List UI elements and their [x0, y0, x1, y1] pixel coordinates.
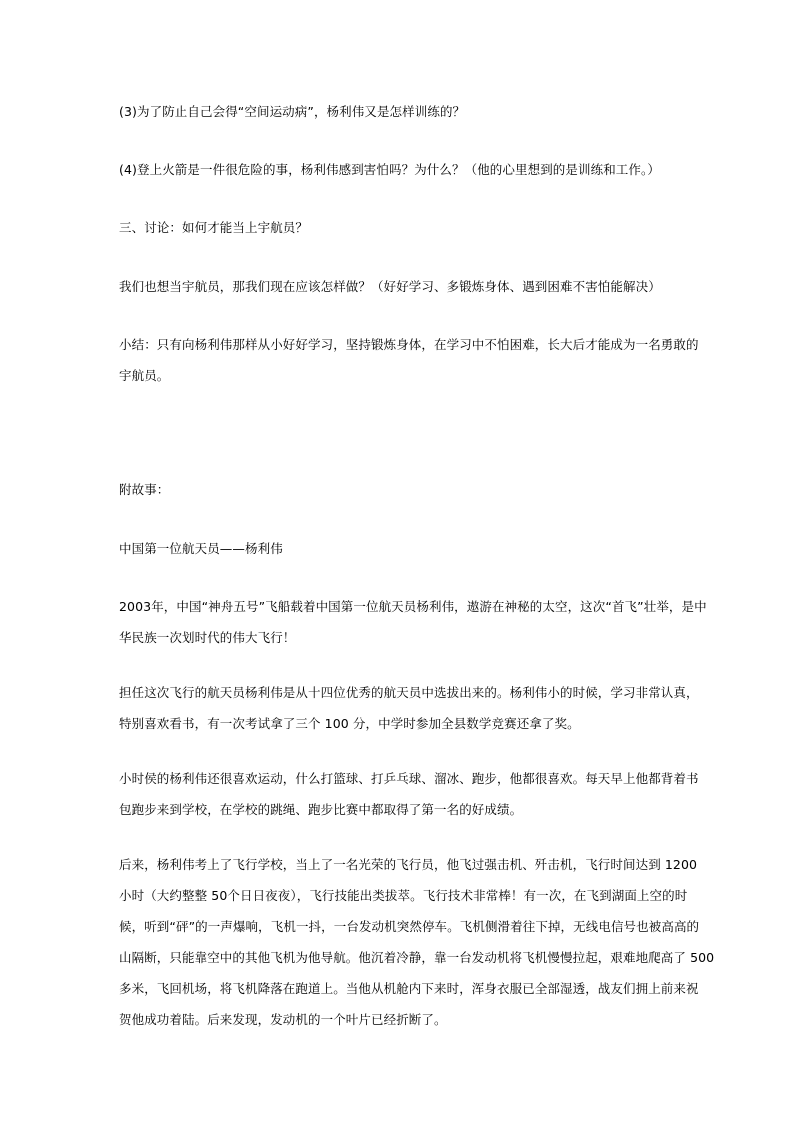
story-title-text: 中国第一位航天员——杨利伟	[119, 541, 283, 556]
story-p1-line: 华民族一次划时代的伟大飞行！	[119, 630, 296, 645]
question-3-text: (3)为了防止自己会得“空间运动病”，杨利伟又是怎样训练的？	[119, 104, 466, 119]
question-4-text: (4)登上火箭是一件很危险的事，杨利伟感到害怕吗？为什么？（他的心里想到的是训练和工作。）	[119, 162, 660, 177]
story-p3-line: 包跑步来到学校，在学校的跳绳、跑步比赛中都取得了第一名的好成绩。	[119, 802, 523, 817]
section-3-heading-text: 三、讨论：如何才能当上宇航员？	[119, 220, 309, 235]
story-p2-line: 担任这次飞行的航天员杨利伟是从十四位优秀的航天员中选拔出来的。杨利伟小的时候，学习非常认真，	[119, 685, 699, 700]
story-paragraph-4	[119, 849, 715, 1035]
appendix-label-text: 附故事：	[119, 482, 170, 497]
story-paragraph-2	[119, 677, 699, 739]
discussion-text: 我们也想当宇航员，那我们现在应该怎样做？（好好学习、多锻炼身体、遇到困难不害怕能解决）	[119, 279, 661, 294]
story-paragraph-1	[119, 591, 707, 653]
story-p4-line: 小时（大约整整 50个日日夜夜），飞行技能出类拔萃。飞行技术非常棒！有一次，在飞到湖面上空的时	[119, 888, 688, 903]
discussion-paragraph	[119, 271, 675, 302]
story-title	[119, 533, 675, 564]
story-p4-line: 山隔断，只能靠空中的其他飞机为他导航。他沉着冷静，靠一台发动机将飞机慢慢拉起，艰难地爬高了 500	[119, 950, 715, 965]
story-p4-line: 贺他成功着陆。后来发现，发动机的一个叶片已经折断了。	[119, 1012, 447, 1027]
story-p4-line: 候，听到“砰”的一声爆响，飞机一抖，一台发动机突然停车。飞机侧滑着往下掉，无线电信号也被高高的	[119, 919, 700, 934]
appendix-label	[119, 474, 675, 505]
summary-line: 小结：只有向杨利伟那样从小好好学习，坚持锻炼身体，在学习中不怕困难，长大后才能成为一名勇敢的	[119, 337, 699, 352]
story-p3-line: 小时侯的杨利伟还很喜欢运动，什么打篮球、打乒乓球、溜冰、跑步，他都很喜欢。每天早上他都背着书	[119, 771, 699, 786]
section-3-heading	[119, 212, 675, 243]
summary-line: 宇航员。	[119, 368, 170, 383]
story-p4-line: 多米，飞回机场，将飞机降落在跑道上。当他从机舱内下来时，浑身衣服已全部湿透，战友们拥上前来祝	[119, 981, 699, 996]
story-paragraph-3	[119, 763, 699, 825]
question-4	[119, 154, 675, 185]
story-p1-line: 2003年，中国“神舟五号”飞船载着中国第一位航天员杨利伟，遨游在神秘的太空，这次“首飞”壮举，是中	[119, 599, 707, 614]
story-p4-line: 后来，杨利伟考上了飞行学校，当上了一名光荣的飞行员，他飞过强击机、歼击机，飞行时间达到 1200	[119, 857, 698, 872]
story-p2-line: 特别喜欢看书，有一次考试拿了三个 100 分，中学时参加全县数学竞赛还拿了奖。	[119, 716, 580, 731]
question-3	[119, 96, 675, 127]
summary-paragraph	[119, 329, 699, 391]
